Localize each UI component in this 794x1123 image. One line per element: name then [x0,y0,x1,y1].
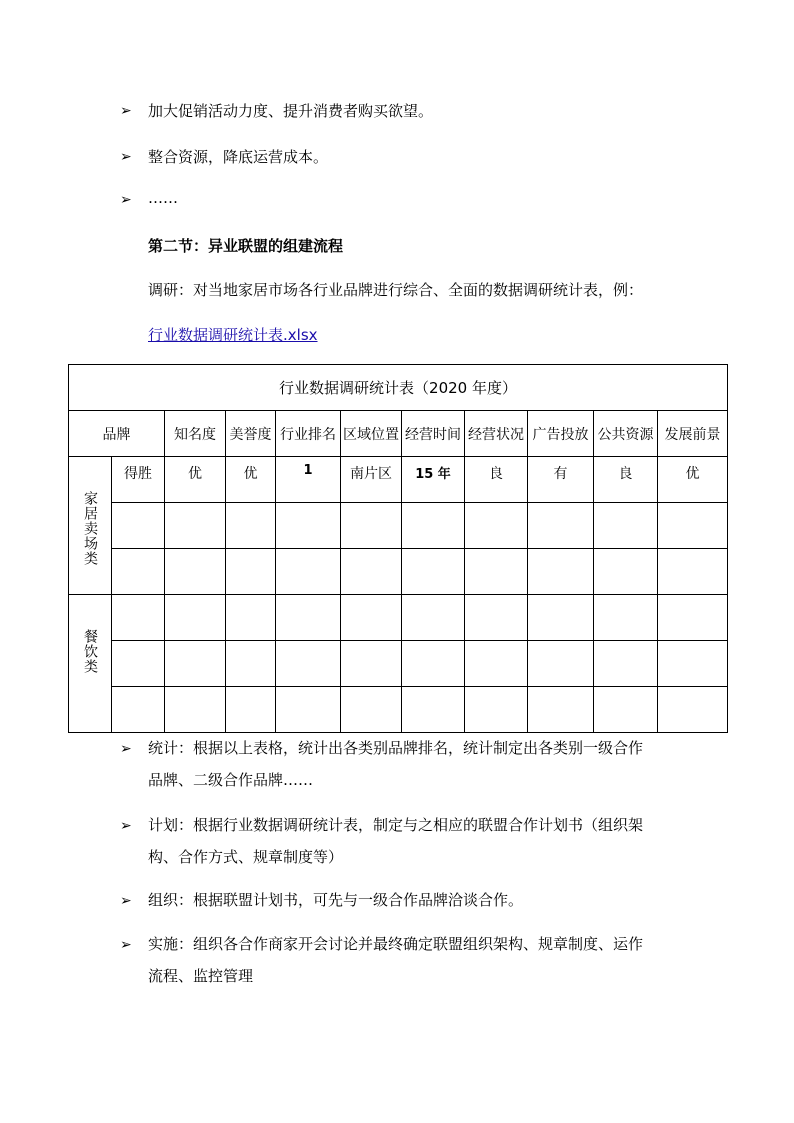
group-label: 家居卖场类 [69,457,112,595]
table-cell: 得胜 [112,457,165,503]
table-cell [276,549,341,595]
table-cell [276,503,341,549]
table-row [69,457,728,503]
table-cell [658,549,728,595]
table-cell [112,549,165,595]
bullet-text: 加大促销活动力度、提升消费者购买欲望。 [148,102,434,120]
table-cell [594,687,658,733]
table-cell [658,595,728,641]
table-cell [528,549,594,595]
header-cell: 广告投放 [528,411,594,457]
table-cell [341,595,402,641]
table-cell [226,503,276,549]
table-cell [165,549,226,595]
table-cell [341,641,402,687]
table-cell: 优 [165,457,226,503]
bullet-text: 计划：根据行业数据调研统计表，制定与之相应的联盟合作计划书（组织架 [148,816,644,834]
table-cell: 15 年 [402,457,465,503]
table-cell [165,595,226,641]
header-cell: 经营时间 [402,411,465,457]
table-cell [276,641,341,687]
table-cell [341,687,402,733]
table-cell [165,641,226,687]
header-cell: 美誉度 [226,411,276,457]
table-cell [528,641,594,687]
table-cell [276,595,341,641]
table-cell [402,595,465,641]
table-cell [341,503,402,549]
table-cell [528,687,594,733]
table-cell [112,687,165,733]
table-cell: 优 [658,457,728,503]
table-cell [226,641,276,687]
research-text: 调研：对当地家居市场各行业品牌进行综合、全面的数据调研统计表，例： [148,281,644,299]
section-heading: 第二节：异业联盟的组建流程 [148,237,344,255]
header-cell: 行业排名 [276,411,341,457]
table-cell: 1 [276,457,341,503]
header-cell: 经营状况 [465,411,528,457]
table-cell [594,549,658,595]
bullet-arrow-icon: ➢ [120,103,132,119]
bullet-text: 整合资源，降底运营成本。 [148,148,329,166]
table-cell: 南片区 [341,457,402,503]
table-cell [112,595,165,641]
table-cell [226,687,276,733]
table-row [69,687,728,733]
table-cell [402,549,465,595]
table-cell [112,503,165,549]
header-cell: 品牌 [69,411,165,457]
table-cell [402,503,465,549]
table-cell [594,641,658,687]
table-row [69,641,728,687]
bullet-text: 构、合作方式、规章制度等） [148,848,344,866]
table-cell [112,641,165,687]
bullet-text: 实施：组织各合作商家开会讨论并最终确定联盟组织架构、规章制度、运作 [148,935,644,953]
table-cell [594,503,658,549]
table-cell [465,641,528,687]
file-link[interactable]: 行业数据调研统计表.xlsx [148,326,318,344]
table-cell [226,595,276,641]
table-cell [465,687,528,733]
bullet-arrow-icon: ➢ [120,192,132,208]
table-cell [226,549,276,595]
header-cell: 发展前景 [658,411,728,457]
bullet-text: …… [148,189,178,207]
bullet-arrow-icon: ➢ [120,741,132,757]
table-cell [341,549,402,595]
table-cell [165,687,226,733]
table-cell [658,687,728,733]
table-cell [528,503,594,549]
table-cell [276,687,341,733]
bullet-arrow-icon: ➢ [120,818,132,834]
table-cell [465,549,528,595]
table-cell [658,503,728,549]
table-title: 行业数据调研统计表（2020 年度） [69,365,728,411]
bullet-text: 流程、监控管理 [148,967,254,985]
table-cell [165,503,226,549]
table-cell: 良 [594,457,658,503]
table-cell [658,641,728,687]
table-cell [465,595,528,641]
table-cell [528,595,594,641]
table-cell: 有 [528,457,594,503]
table-row [69,503,728,549]
group-label: 餐饮类 [69,595,112,733]
header-cell: 知名度 [165,411,226,457]
bullet-arrow-icon: ➢ [120,149,132,165]
table-row [69,549,728,595]
table-cell [594,595,658,641]
table-cell: 优 [226,457,276,503]
bullet-text: 统计：根据以上表格，统计出各类别品牌排名，统计制定出各类别一级合作 [148,739,644,757]
bullet-text: 组织：根据联盟计划书，可先与一级合作品牌洽谈合作。 [148,891,524,909]
table-cell [402,641,465,687]
bullet-arrow-icon: ➢ [120,937,132,953]
table-cell [465,503,528,549]
header-cell: 公共资源 [594,411,658,457]
stats-table [68,364,728,733]
table-cell [402,687,465,733]
bullet-arrow-icon: ➢ [120,893,132,909]
bullet-text: 品牌、二级合作品牌…… [148,771,314,789]
table-row [69,595,728,641]
table-cell: 良 [465,457,528,503]
header-cell: 区域位置 [341,411,402,457]
